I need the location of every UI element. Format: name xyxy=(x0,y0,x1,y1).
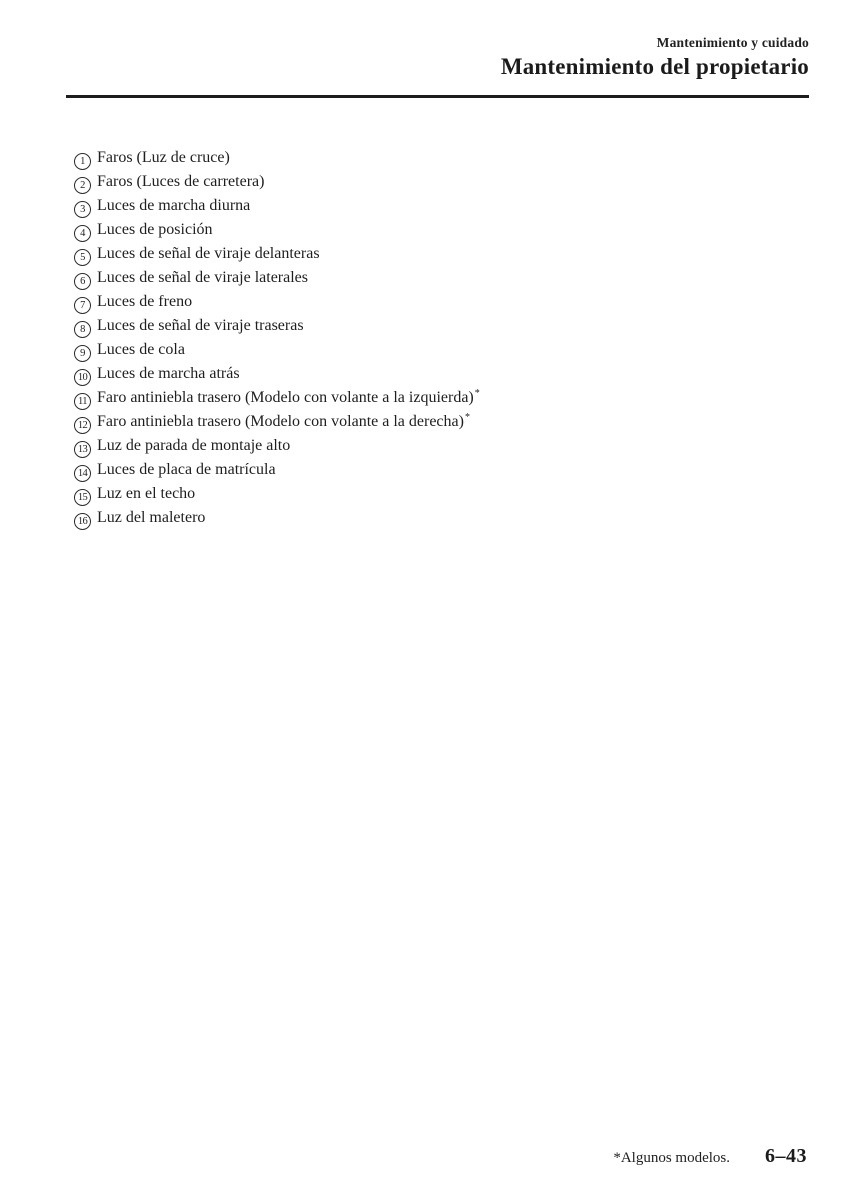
list-item xyxy=(74,410,480,434)
page-header xyxy=(501,35,809,80)
list-item xyxy=(74,218,480,242)
list-item xyxy=(74,170,480,194)
list-item xyxy=(74,434,480,458)
circled-number: 4 xyxy=(74,225,91,242)
list-item xyxy=(74,362,480,386)
list-item xyxy=(74,482,480,506)
list-item-text: Faro antiniebla trasero (Modelo con volante a la derecha) xyxy=(97,413,464,430)
circled-number: 9 xyxy=(74,345,91,362)
circled-number: 6 xyxy=(74,273,91,290)
list-item-text: Luces de señal de viraje laterales xyxy=(97,269,308,286)
list-item-text: Luces de señal de viraje traseras xyxy=(97,317,304,334)
list-item-text: Luces de placa de matrícula xyxy=(97,461,276,478)
circled-number: 3 xyxy=(74,201,91,218)
list-item xyxy=(74,338,480,362)
list-item-text: Luz del maletero xyxy=(97,509,206,526)
circled-number: 7 xyxy=(74,297,91,314)
list-item xyxy=(74,290,480,314)
asterisk-superscript: * xyxy=(464,411,470,423)
asterisk-superscript: * xyxy=(474,387,480,399)
circled-number: 14 xyxy=(74,465,91,482)
list-item-text: Luz en el techo xyxy=(97,485,196,502)
list-item xyxy=(74,458,480,482)
circled-number: 1 xyxy=(74,153,91,170)
page-number: 6–43 xyxy=(765,1145,807,1167)
list-item xyxy=(74,242,480,266)
circled-number: 16 xyxy=(74,513,91,530)
list-item xyxy=(74,266,480,290)
header-rule xyxy=(66,95,809,98)
page-footer xyxy=(613,1145,807,1168)
list-item-text: Faros (Luz de cruce) xyxy=(97,149,230,166)
circled-number: 5 xyxy=(74,249,91,266)
circled-number: 8 xyxy=(74,321,91,338)
list-item-text: Luces de marcha atrás xyxy=(97,365,240,382)
list-item xyxy=(74,506,480,530)
circled-number: 11 xyxy=(74,393,91,410)
list-item-text: Faros (Luces de carretera) xyxy=(97,173,265,190)
circled-number: 2 xyxy=(74,177,91,194)
list-item xyxy=(74,146,480,170)
lamp-list xyxy=(74,146,480,530)
list-item-text: Luces de señal de viraje delanteras xyxy=(97,245,320,262)
page-title: Mantenimiento del propietario xyxy=(500,54,809,79)
circled-number: 10 xyxy=(74,369,91,386)
section-title: Mantenimiento y cuidado xyxy=(656,35,809,50)
list-item-text: Luz de parada de montaje alto xyxy=(97,437,291,454)
circled-number: 13 xyxy=(74,441,91,458)
circled-number: 15 xyxy=(74,489,91,506)
list-item-text: Luces de posición xyxy=(97,221,213,238)
list-item xyxy=(74,314,480,338)
list-item xyxy=(74,386,480,410)
footnote: *Algunos modelos. xyxy=(613,1150,730,1166)
circled-number: 12 xyxy=(74,417,91,434)
list-item-text: Luces de freno xyxy=(97,293,193,310)
list-item-text: Luces de cola xyxy=(97,341,185,358)
list-item-text: Faro antiniebla trasero (Modelo con volante a la izquierda) xyxy=(97,389,474,406)
list-item xyxy=(74,194,480,218)
list-item-text: Luces de marcha diurna xyxy=(97,197,251,214)
